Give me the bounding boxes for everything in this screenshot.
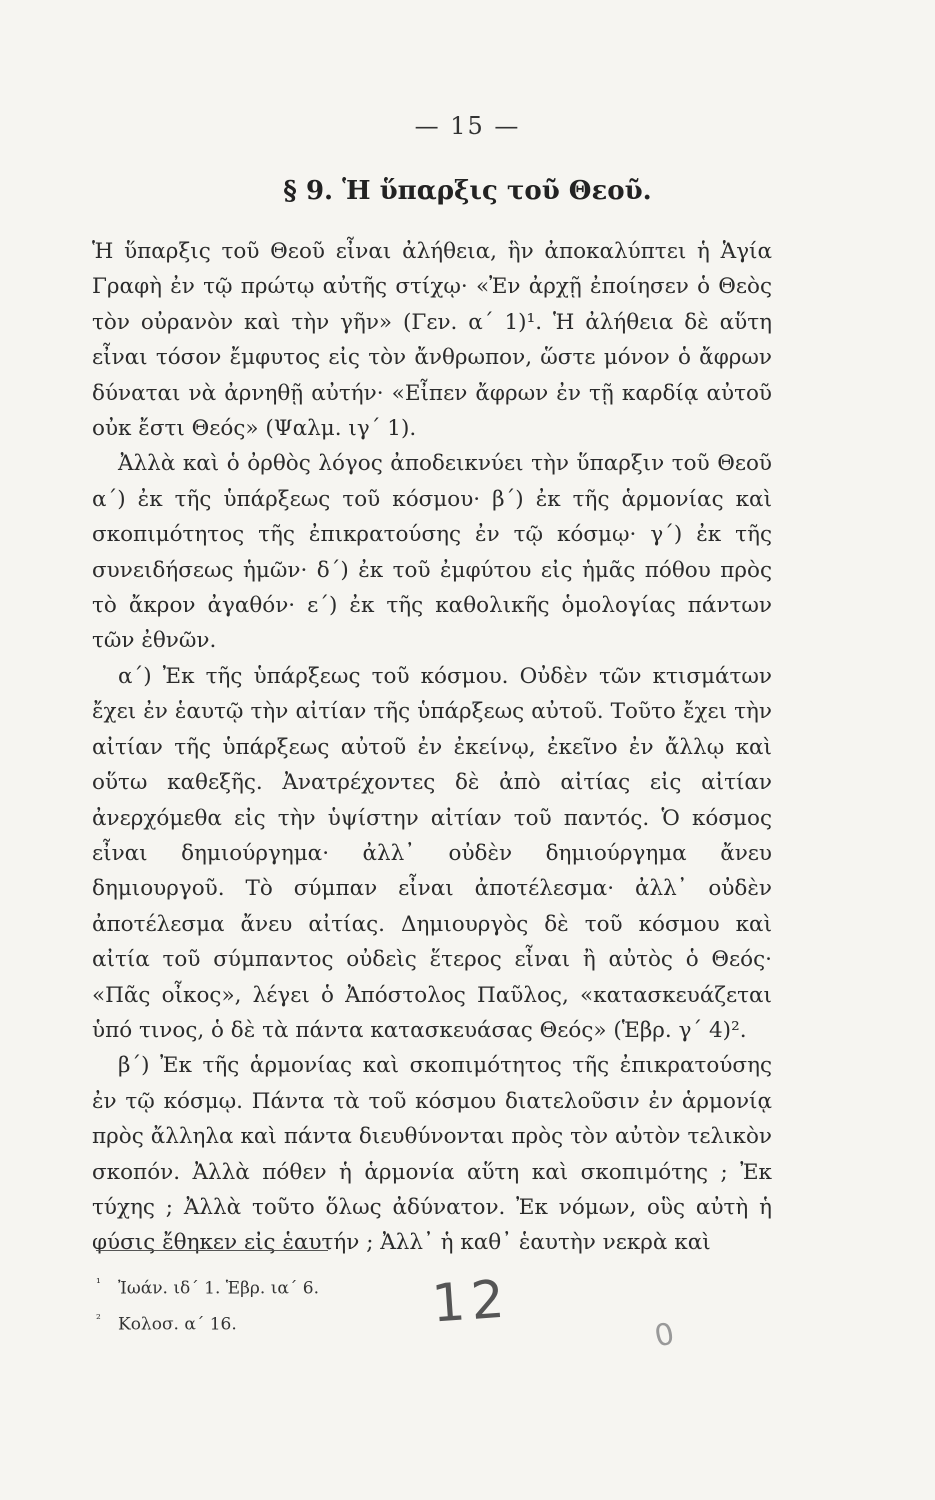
paragraph-4: β΄) Ἐκ τῆς ἁρμονίας καὶ σκοπιμότητος τῆς ἐπικρατούσης ἐν τῷ κόσμῳ. Πάντα τὰ τοῦ κόσμου διατελοῦσιν ἐν ἁρμονίᾳ πρὸς ἄλληλα καὶ πάντα διευθύνονται πρὸς τὸν αὐτὸν τελικὸν σκοπόν. Ἀλλὰ πόθεν ἡ ἁρμονία αὕτη καὶ σκοπιμότης ; Ἐκ τύχης ; Ἀλλὰ τοῦτο ὅλως ἀδύνατον. Ἐκ νόμων, οὓς αὐτὴ ἡ φύσις ἔθηκεν εἰς ἑαυτήν ; Ἀλλ᾿ ἡ καθ᾿ ἑαυτὴν νεκρὰ καὶ xyxy=(92,1053,772,1256)
handwritten-annotation: 12 xyxy=(430,1269,513,1335)
section-heading: § 9. Ἡ ὕπαρξις τοῦ Θεοῦ. xyxy=(283,176,652,206)
page-number: — 15 — xyxy=(414,112,521,140)
body-text xyxy=(92,234,772,1261)
footnote-mark: ¹ xyxy=(96,1276,101,1290)
footnote-divider xyxy=(96,1250,328,1251)
paragraph-2: Ἀλλὰ καὶ ὁ ὀρθὸς λόγος ἀποδεικνύει τὴν ὕπαρξιν τοῦ Θεοῦ α΄) ἐκ τῆς ὑπάρξεως τοῦ κόσμου· β΄) ἐκ τῆς ἁρμονίας καὶ σκοπιμότητος τῆς ἐπικρατούσης ἐν τῷ κόσμῳ· γ΄) ἐκ τῆς συνειδήσεως ἡμῶν· δ΄) ἐκ τοῦ ἐμφύτου εἰς ἡμᾶς πόθου πρὸς τὸ ἄκρον ἀγαθόν· ε΄) ἐκ τῆς καθολικῆς ὁμολογίας πάντων τῶν ἐθνῶν. xyxy=(92,451,772,654)
handwritten-mark: 0 xyxy=(651,1316,678,1355)
paragraph-3: α΄) Ἐκ τῆς ὑπάρξεως τοῦ κόσμου. Οὐδὲν τῶν κτισμάτων ἔχει ἐν ἑαυτῷ τὴν αἰτίαν τῆς ὑπάρξεως αὐτοῦ. Τοῦτο ἔχει τὴν αἰτίαν τῆς ὑπάρξεως αὐτοῦ ἐν ἐκείνῳ, ἐκεῖνο ἐν ἄλλῳ καὶ οὕτω καθεξῆς. Ἀνατρέχοντες δὲ ἀπὸ αἰτίας εἰς αἰτίαν ἀνερχόμεθα εἰς τὴν ὑψίστην αἰτίαν τοῦ παντός. Ὁ κόσμος εἶναι δημιούργημα· ἀλλ᾿ οὐδὲν δημιούργημα ἄνευ δημιουργοῦ. Τὸ σύμπαν εἶναι ἀποτέλεσμα· ἀλλ᾿ οὐδὲν ἀποτέλεσμα ἄνευ αἰτίας. Δημιουργὸς δὲ τοῦ κόσμου καὶ αἰτία τοῦ σύμπαντος οὐδεὶς ἕτερος εἶναι ἢ αὐτὸς ὁ Θεός· «Πᾶς οἶκος», λέγει ὁ Ἀπόστολος Παῦλος, «κατασκευάζεται ὑπό τινος, ὁ δὲ τὰ πάντα κατασκευάσας Θεός» (Ἑβρ. γ΄ 4)². xyxy=(92,663,772,1043)
footnote-text: Κολοσ. α΄ 16. xyxy=(118,1314,237,1335)
footnote-mark: ² xyxy=(96,1311,101,1326)
paragraph-1: Ἡ ὕπαρξις τοῦ Θεοῦ εἶναι ἀλήθεια, ἣν ἀποκαλύπτει ἡ Ἁγία Γραφὴ ἐν τῷ πρώτῳ αὐτῆς στίχῳ· «Ἐν ἀρχῇ ἐποίησεν ὁ Θεὸς τὸν οὐρανὸν καὶ τὴν γῆν» (Γεν. α΄ 1)¹. Ἡ ἀλήθεια δὲ αὕτη εἶναι τόσον ἔμφυτος εἰς τὸν ἄνθρωπον, ὥστε μόνον ὁ ἄφρων δύναται νὰ ἀρνηθῇ αὐτήν· «Εἶπεν ἄφρων ἐν τῇ καρδίᾳ αὐτοῦ οὐκ ἔστι Θεός» (Ψαλμ. ιγ΄ 1). xyxy=(92,239,772,442)
footnote-text: Ἰωάν. ιδ΄ 1. Ἑβρ. ια΄ 6. xyxy=(118,1278,319,1299)
